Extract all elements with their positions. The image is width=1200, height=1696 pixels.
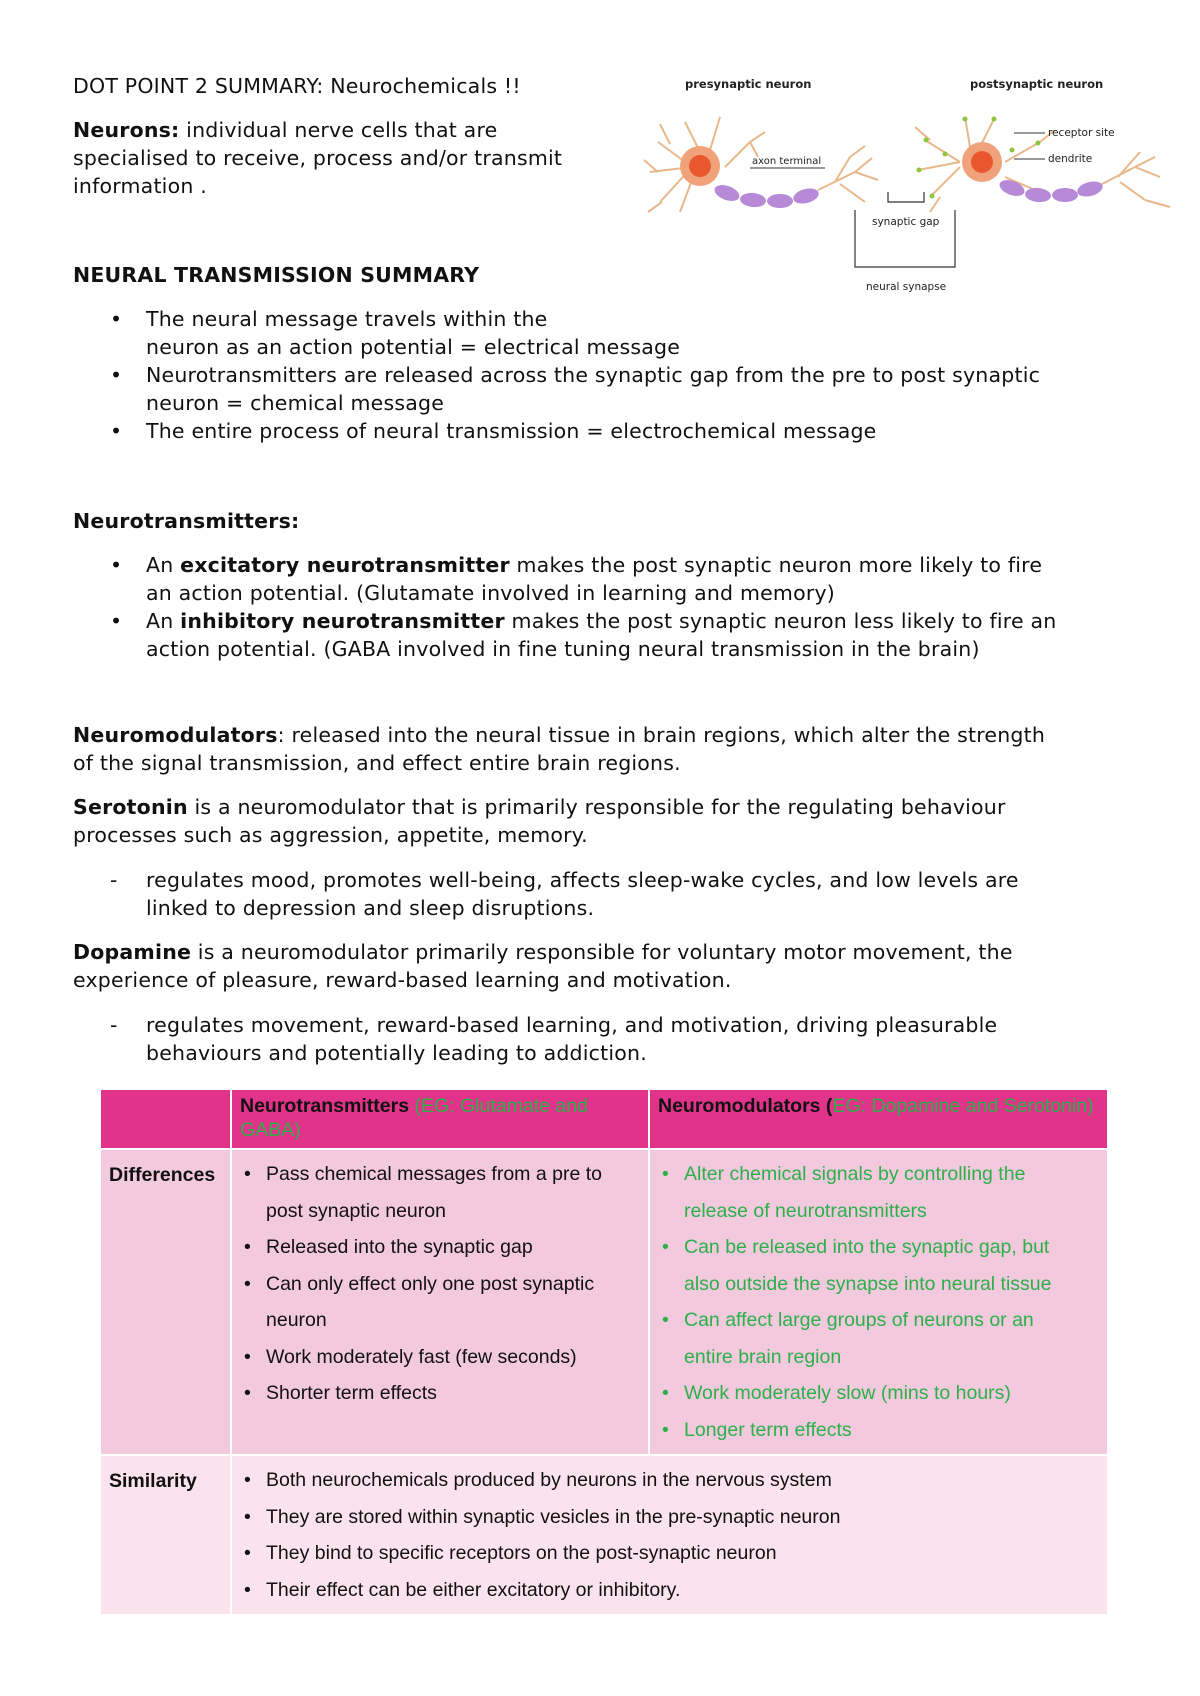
- list-item: - regulates movement, reward-based learning, and motivation, driving pleasurable behaviours and potentially leading to addiction.: [110, 1013, 998, 1065]
- list-item: • Shorter term effects: [244, 1382, 437, 1404]
- list-item: • Both neurochemicals produced by neurons in the nervous system: [244, 1469, 832, 1491]
- table-row: [100, 1149, 1108, 1455]
- header-empty-cell: [100, 1089, 231, 1149]
- dopamine-term: Dopamine: [73, 940, 192, 964]
- transmission-list: [73, 305, 1133, 445]
- postsynaptic-nucleus: [971, 151, 993, 173]
- list-item: • Released into the synaptic gap: [244, 1236, 533, 1258]
- neurotransmitters-heading: Neurotransmitters:: [73, 509, 300, 533]
- neurotransmitters-list: [73, 551, 1143, 663]
- list-item: • Neurotransmitters are released across the synaptic gap from the pre to post synaptic neuron = chemical message: [110, 363, 1041, 415]
- postsynaptic-label: postsynaptic neuron: [970, 77, 1104, 91]
- dopamine-paragraph: Dopamine is a neuromodulator primarily responsible for voluntary motor movement, the experience of pleasure, reward-based learning and motivation.: [73, 940, 1013, 992]
- header-neurotransmitters: Neurotransmitters (EG: Glutamate and GABA): [231, 1089, 649, 1149]
- similarity-label: Similarity: [100, 1455, 231, 1615]
- transmission-heading: NEURAL TRANSMISSION SUMMARY: [73, 263, 480, 287]
- neurons-term: Neurons:: [73, 118, 180, 142]
- neuromodulators-term: Neuromodulators: [73, 723, 278, 747]
- list-item: entire brain region: [684, 1345, 842, 1368]
- list-item: • Their effect can be either excitatory or inhibitory.: [244, 1578, 681, 1601]
- dendrite-label: dendrite: [1048, 153, 1093, 165]
- list-item: • Work moderately slow (mins to hours): [662, 1382, 1011, 1404]
- list-item: • Pass chemical messages from a pre to: [244, 1163, 602, 1185]
- list-item: • They bind to specific receptors on the post-synaptic neuron: [244, 1542, 777, 1564]
- serotonin-details: [73, 866, 1143, 922]
- table-row: [100, 1455, 1108, 1615]
- comparison-table: [99, 1088, 1109, 1616]
- synaptic-gap-bracket: [888, 192, 924, 202]
- list-item: neuron: [266, 1309, 327, 1331]
- inhibitory-term: inhibitory neurotransmitter: [180, 609, 505, 633]
- serotonin-paragraph: Serotonin is a neuromodulator that is primarily responsible for the regulating behaviour processes such as aggression, appetite, memory.: [73, 795, 1006, 847]
- list-item: • Work moderately fast (few seconds): [244, 1345, 577, 1368]
- neuromodulator-differences: [649, 1149, 1108, 1455]
- list-item: • The entire process of neural transmission = electrochemical message: [110, 419, 877, 443]
- list-item: • They are stored within synaptic vesicles in the pre-synaptic neuron: [244, 1505, 841, 1528]
- list-item: • Can affect large groups of neurons or an: [662, 1309, 1034, 1331]
- neural-synapse-label: neural synapse: [866, 281, 947, 293]
- postsynaptic-terminal-branches: [1102, 152, 1170, 207]
- neuromodulators-paragraph: Neuromodulators: released into the neural tissue in brain regions, which alter the strength of the signal transmission, and effect entire brain regions.: [73, 723, 1046, 775]
- list-item: post synaptic neuron: [266, 1199, 446, 1222]
- synapse-diagram: [640, 62, 1180, 302]
- differences-label: Differences: [100, 1149, 231, 1455]
- list-item: • Longer term effects: [662, 1418, 852, 1441]
- presynaptic-label: presynaptic neuron: [685, 77, 812, 91]
- neurotransmitter-differences: [231, 1149, 649, 1455]
- page-title: DOT POINT 2 SUMMARY: Neurochemicals !!: [73, 74, 521, 98]
- list-item: • Alter chemical signals by controlling the: [662, 1163, 1026, 1185]
- neurons-definition: Neurons: individual nerve cells that are specialised to receive, process and/or transmit information .: [73, 118, 563, 198]
- list-item: • The neural message travels within the neuron as an action potential = electrical message: [110, 307, 681, 359]
- list-item: - regulates mood, promotes well-being, affects sleep-wake cycles, and low levels are linked to depression and sleep disruptions.: [110, 868, 1019, 920]
- table-header-row: [100, 1089, 1108, 1149]
- similarities-cell: [231, 1455, 1108, 1615]
- receptor-site-label: receptor site: [1048, 127, 1115, 139]
- list-item: • Can only effect only one post synaptic: [244, 1272, 595, 1295]
- axon-terminal-label: axon terminal: [752, 156, 822, 167]
- list-item: • An inhibitory neurotransmitter makes the post synaptic neuron less likely to fire an action potential. (GABA involved in fine tuning neural transmission in the brain): [110, 609, 1057, 661]
- axon-terminal-branches: [818, 146, 878, 202]
- synaptic-gap-label: synaptic gap: [872, 216, 940, 228]
- serotonin-term: Serotonin: [73, 795, 188, 819]
- header-neuromodulators: Neuromodulators (EG: Dopamine and Serotonin): [649, 1089, 1108, 1149]
- excitatory-term: excitatory neurotransmitter: [180, 553, 510, 577]
- presynaptic-axon-myelin: [712, 182, 820, 208]
- list-item: release of neurotransmitters: [684, 1199, 927, 1222]
- dopamine-details: [73, 1011, 1143, 1067]
- list-item: • Can be released into the synaptic gap, but: [662, 1236, 1050, 1258]
- list-item: also outside the synapse into neural tissue: [684, 1272, 1052, 1295]
- presynaptic-nucleus: [689, 155, 711, 177]
- list-item: • An excitatory neurotransmitter makes the post synaptic neuron more likely to fire an action potential. (Glutamate involved in learning and memory): [110, 553, 1043, 605]
